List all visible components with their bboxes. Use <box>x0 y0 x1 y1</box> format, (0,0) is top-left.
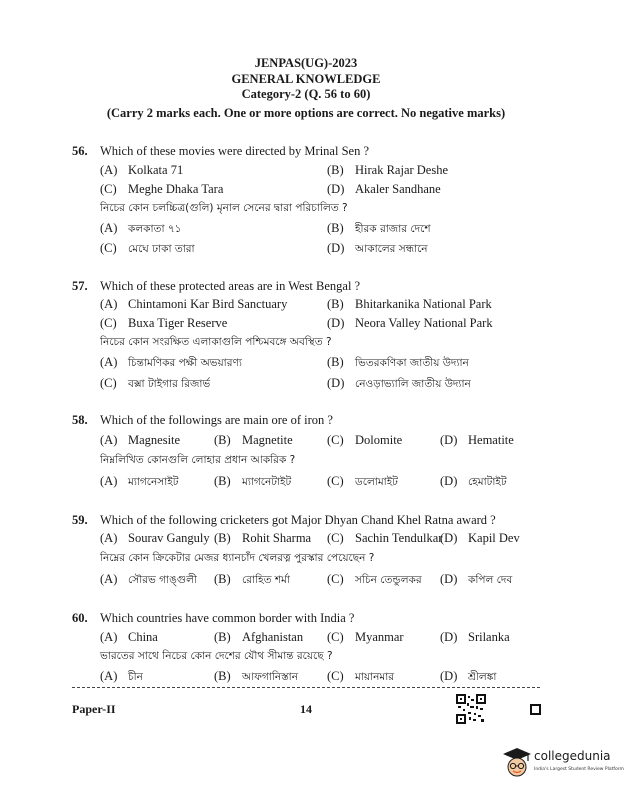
option-d: (D) Hematite <box>440 433 514 447</box>
option-c: (C) Meghe Dhaka Tara <box>100 182 224 196</box>
option-c: (C) Myanmar <box>327 630 404 644</box>
question-number: 56. <box>72 144 88 158</box>
question-number: 59. <box>72 513 88 527</box>
option-d: (D) Akaler Sandhane <box>327 182 441 196</box>
option-a: (A) Kolkata 71 <box>100 163 184 177</box>
option-b: (B) Afghanistan <box>214 630 304 644</box>
option-b: (B) Hirak Rajar Deshe <box>327 163 449 177</box>
bengali-option-a: (A) চিন্তামণিকর পক্ষী অভয়ারণ্য <box>100 355 242 369</box>
question-number: 58. <box>72 413 88 427</box>
bengali-option-c: (C) মেঘে ঢাকা তারা <box>100 241 195 255</box>
collegedunia-watermark <box>500 745 624 785</box>
page-number: 14 <box>300 702 312 716</box>
option-a: (A) Magnesite <box>100 433 181 447</box>
bengali-option-d: (D) নেওড়াভ্যালি জাতীয় উদ্যান <box>327 376 471 390</box>
option-d: (D) Kapil Dev <box>440 531 520 545</box>
exam-title: JENPAS(UG)-2023 <box>254 56 358 70</box>
question-text: Which of these movies were directed by Mrinal Sen ? <box>100 144 370 158</box>
option-b: (B) Rohit Sharma <box>214 531 312 545</box>
bengali-question-text: নিম্নলিখিত কোনগুলি লোহার প্রধান আকরিক ? <box>100 454 296 466</box>
paper-label: Paper-II <box>72 702 116 716</box>
bengali-question-text: নিম্নের কোন ক্রিকেটার মেজর ধ্যানচাঁদ খেলরত্ন পুরস্কার পেয়েছেন ? <box>100 552 375 564</box>
brand-name: collegedunia <box>534 749 611 763</box>
bengali-option-a: (A) চীন <box>100 669 143 683</box>
bengali-option-a: (A) সৌরভ গাঙ্গুলী <box>100 572 197 586</box>
bengali-question-text: নিচের কোন চলচ্চিত্র(গুলি) মৃনাল সেনের দ্বারা পরিচালিত ? <box>100 202 348 214</box>
checkbox-square-icon <box>530 704 541 715</box>
option-c: (C) Dolomite <box>327 433 403 447</box>
bengali-option-d: (D) শ্রীলঙ্কা <box>440 669 497 683</box>
graduate-mascot-icon <box>502 747 532 781</box>
option-b: (B) Bhitarkanika National Park <box>327 297 492 311</box>
bengali-option-b: (B) ভিতরকণিকা জাতীয় উদ্যান <box>327 355 469 369</box>
marking-instruction: (Carry 2 marks each. One or more options are correct. No negative marks) <box>106 106 506 120</box>
qr-code-icon <box>456 694 486 724</box>
category-title: Category-2 (Q. 56 to 60) <box>241 87 371 101</box>
question-number: 60. <box>72 611 88 625</box>
option-d: (D) Neora Valley National Park <box>327 316 493 330</box>
option-b: (B) Magnetite <box>214 433 293 447</box>
bengali-option-d: (D) হেমাটাইট <box>440 474 507 488</box>
option-c: (C) Sachin Tendulkar <box>327 531 443 545</box>
bengali-option-a: (A) ম্যাগনেসাইট <box>100 474 179 488</box>
option-d: (D) Srilanka <box>440 630 510 644</box>
bengali-option-b: (B) রোহিত শর্মা <box>214 572 290 586</box>
bengali-question-text: ভারতের সাথে নিচের কোন দেশের যৌথ সীমান্ত রয়েছে ? <box>100 650 333 662</box>
bengali-option-b: (B) হীরক রাজার দেশে <box>327 221 431 235</box>
question-text: Which of the followings are main ore of iron ? <box>100 413 333 427</box>
bengali-option-c: (C) মায়ানমার <box>327 669 395 683</box>
bengali-option-b: (B) আফগানিস্তান <box>214 669 298 683</box>
bengali-option-c: (C) বক্সা টাইগার রিজার্ভ <box>100 376 211 390</box>
subject-title: GENERAL KNOWLEDGE <box>231 72 381 86</box>
bengali-option-c: (C) সচিন তেন্ডুলকর <box>327 572 422 586</box>
option-a: (A) Chintamoni Kar Bird Sanctuary <box>100 297 288 311</box>
question-number: 57. <box>72 279 88 293</box>
option-c: (C) Buxa Tiger Reserve <box>100 316 228 330</box>
footer-divider <box>72 687 540 688</box>
bengali-option-d: (D) কপিল দেব <box>440 572 513 586</box>
question-text: Which countries have common border with India ? <box>100 611 355 625</box>
question-text: Which of these protected areas are in West Bengal ? <box>100 279 361 293</box>
brand-tagline: India's Largest Student Review Platform <box>534 767 624 772</box>
bengali-question-text: নিচের কোন সংরক্ষিত এলাকাগুলি পশ্চিমবঙ্গে অবস্থিত ? <box>100 336 332 348</box>
bengali-option-c: (C) ডলোমাইট <box>327 474 398 488</box>
question-text: Which of the following cricketers got Major Dhyan Chand Khel Ratna award ? <box>100 513 496 527</box>
bengali-option-a: (A) কলকাতা ৭১ <box>100 221 182 235</box>
option-a: (A) Sourav Ganguly <box>100 531 210 545</box>
bengali-option-d: (D) আকালের সন্ধানে <box>327 241 428 255</box>
option-a: (A) China <box>100 630 158 644</box>
bengali-option-b: (B) ম্যাগনেটাইট <box>214 474 292 488</box>
